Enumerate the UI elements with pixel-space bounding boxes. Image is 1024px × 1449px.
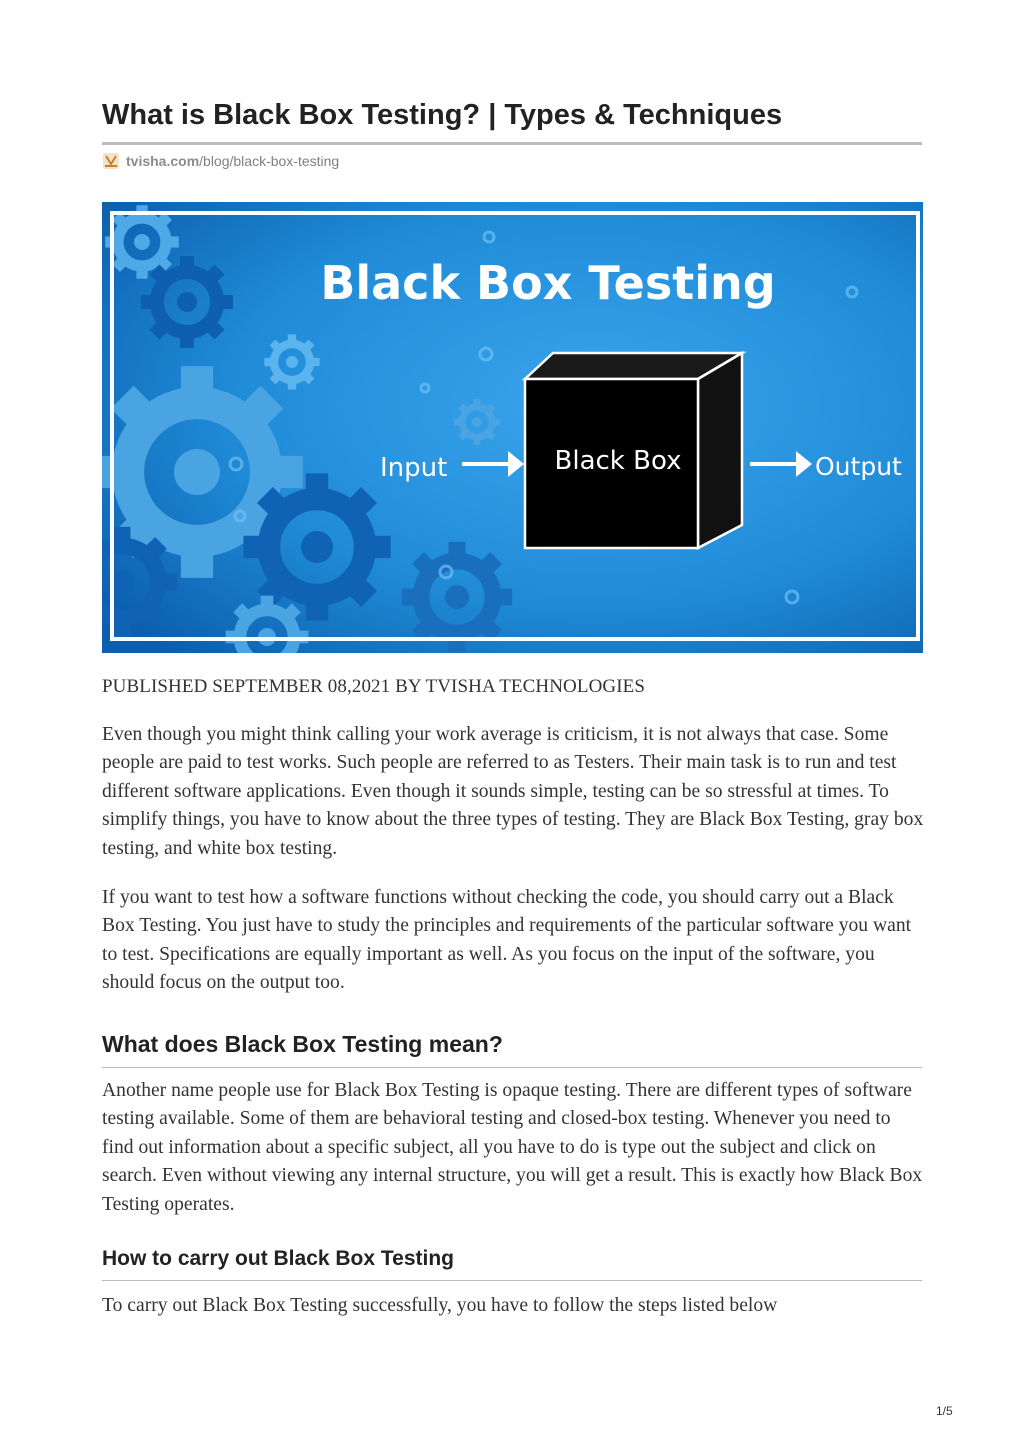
article-title: What is Black Box Testing? | Types & Techniques xyxy=(102,96,922,145)
source-line xyxy=(102,150,339,172)
input-label: Input xyxy=(380,453,448,483)
output-label: Output xyxy=(815,452,902,481)
section-meaning-paragraph: Another name people use for Black Box Testing is opaque testing. There are different types of software testing available. Some of them are behavioral testing and closed-box testing. Whenever you need to find out information about a specific subject, all you have to do is type out the subject and click on search. Even without viewing any internal structure, you will get a result. This is exactly how Black Box Testing operates. xyxy=(102,1080,923,1215)
source-domain[interactable]: tvisha.com xyxy=(126,153,200,169)
section-how-to-paragraph: To carry out Black Box Testing successfully, you have to follow the steps listed below xyxy=(102,1295,778,1316)
source-path[interactable]: /blog/black-box-testing xyxy=(199,153,340,169)
site-favicon-icon xyxy=(102,152,120,170)
hero-image xyxy=(102,202,923,653)
section-heading-how-to: How to carry out Black Box Testing xyxy=(102,1245,922,1281)
section-heading-meaning: What does Black Box Testing mean? xyxy=(102,1029,922,1068)
box-label: Black Box xyxy=(554,446,682,476)
page-number: 1/5 xyxy=(936,1404,953,1418)
intro-paragraph-2: If you want to test how a software functions without checking the code, you should carry out a Black Box Testing. You just have to study the principles and requirements of the particular software you want to test. Specifications are equally important as well. As you focus on the input of the software, you should focus on the output too. xyxy=(102,887,912,994)
intro-paragraph-1: Even though you might think calling your work average is criticism, it is not always that case. Some people are paid to test works. Such people are referred to as Testers. Their main task is to run and test different software applications. Even though it sounds simple, testing can be so stressful at times. To simplify things, you have to know about the three types of testing. They are Black Box Testing, gray box testing, and white box testing. xyxy=(102,724,924,859)
hero-heading: Black Box Testing xyxy=(320,256,776,310)
publish-meta: PUBLISHED SEPTEMBER 08,2021 BY TVISHA TECHNOLOGIES xyxy=(102,676,646,697)
